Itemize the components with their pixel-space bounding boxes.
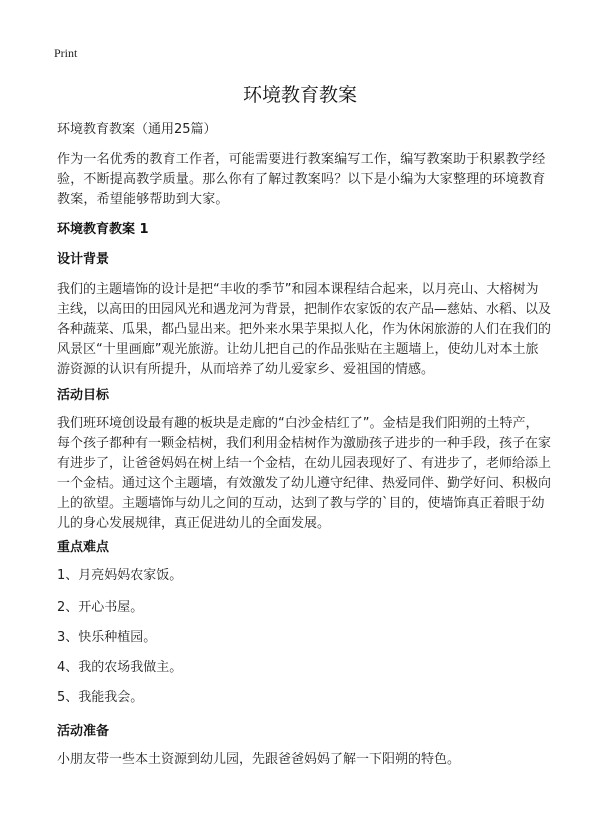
- print-link[interactable]: Print: [54, 46, 78, 60]
- section-heading: 环境教育教案 1: [57, 222, 149, 237]
- list-item: 2、开心书屋。: [57, 600, 144, 615]
- page-title: 环境教育教案: [242, 84, 357, 106]
- list-item: 5、我能我会。: [57, 690, 144, 705]
- subtitle: 环境教育教案（通用25篇）: [57, 122, 217, 137]
- goals-heading: 活动目标: [57, 388, 110, 403]
- preparation-paragraph: 小朋友带一些本土资源到幼儿园，先跟爸爸妈妈了解一下阳朔的特色。: [57, 752, 461, 767]
- list-item: 4、我的农场我做主。: [57, 660, 183, 675]
- list-item: 3、快乐种植园。: [57, 630, 157, 645]
- background-paragraph: 我们的主题墙饰的设计是把“丰收的季节”和园本课程结合起来，以月亮山、大榕树为主线，以高田的田园风光和遇龙河为背景，把制作农家饭的农产品—慈姑、水稻、以及各种蔬菜、瓜果，都凸显出来。把外来水果芋果拟人化，作为休闲旅游的人们在我们的风景区“十里画廊”观光旅游。让幼儿把自己的作品张贴在主题墙上，使幼儿对本土旅游资源的认识有所提升，从而培养了幼儿爱家乡、爱祖国的情感。: [57, 282, 552, 377]
- preparation-heading: 活动准备: [57, 724, 110, 739]
- key-points-heading: 重点难点: [57, 540, 110, 555]
- intro-paragraph: 作为一名优秀的教育工作者，可能需要进行教案编写工作，编写教案助于积累教学经验，不断提高教学质量。那么你有了解过教案吗？以下是小编为大家整理的环境教育教案，希望能够帮助到大家。: [57, 152, 546, 207]
- background-heading: 设计背景: [57, 252, 110, 267]
- list-item: 1、月亮妈妈农家饭。: [57, 568, 183, 583]
- goals-paragraph: 我们班环境创设最有趣的板块是走廊的“白沙金桔红了”。金桔是我们阳朔的土特产，每个孩子都种有一颗金桔树，我们利用金桔树作为激励孩子进步的一种手段，孩子在家有进步了，让爸爸妈妈在树上结一个金桔，在幼儿园表现好了、有进步了，老师给添上一个金桔。通过这个主题墙，有效激发了幼儿遵守纪律、热爱同伴、勤学好问、积极向上的欲望。主题墙饰与幼儿之间的互动，达到了教与学的`目的，使墙饰真正着眼于幼儿的身心发展规律，真正促进幼儿的全面发展。: [57, 416, 552, 531]
